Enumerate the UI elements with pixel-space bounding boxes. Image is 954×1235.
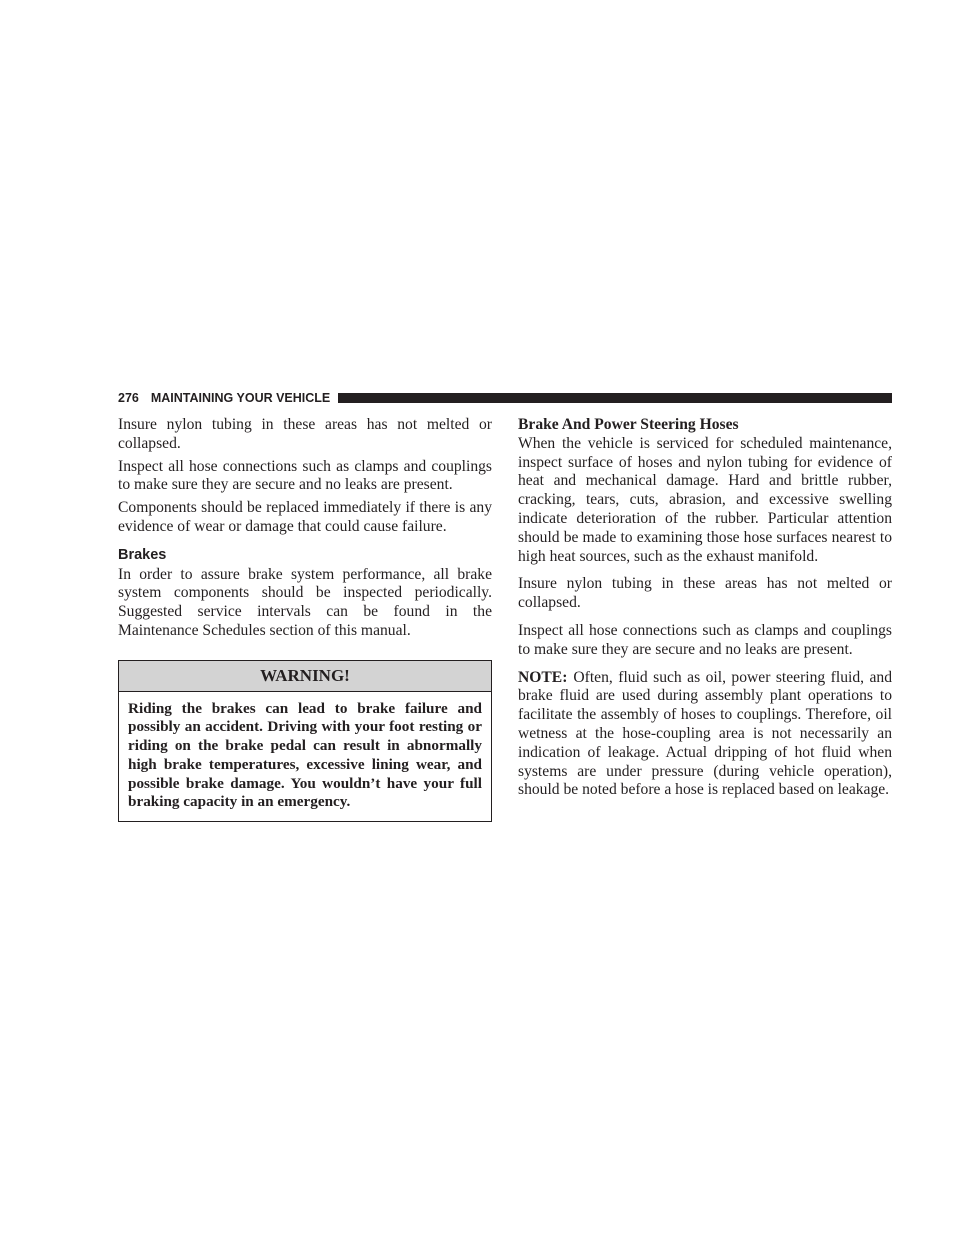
note-text: Often, fluid such as oil, power steering fluid, and brake fluid are used during assembly plant operations to facilitate the assembly of hoses to couplings. Therefore, oil wetness at the hose-coupling area is not necessarily an indication of leakage. Actual dripping of hot fluid when systems are under pressure (during vehicle operation), should be noted before a hose is replaced based on leakage.: [518, 668, 892, 799]
warning-text: Riding the brakes can lead to brake failure and possibly an accident. Driving with your foot resting or riding on the brake pedal can result in abnormally high brake temperatures, excessive lining wear, and possible brake damage. You wouldn’t have your full braking capacity in an emergency.: [128, 699, 482, 811]
note-paragraph: [518, 669, 892, 801]
warning-title: WARNING!: [119, 661, 491, 692]
note-label: NOTE:: [518, 668, 568, 686]
left-column: [118, 416, 492, 822]
paragraph-hose-connections-right: Inspect all hose connections such as clamps and couplings to make sure they are secure and no leaks are present.: [518, 621, 892, 658]
right-column: [518, 416, 892, 800]
hoses-heading: Brake And Power Steering Hoses: [518, 416, 739, 433]
brakes-heading: Brakes: [118, 546, 167, 563]
paragraph-components: Components should be replaced immediately if there is any evidence of wear or damage that could cause failure.: [118, 499, 492, 535]
warning-box: [118, 660, 492, 822]
paragraph-nylon-tubing: Insure nylon tubing in these areas has not melted or collapsed.: [118, 416, 492, 452]
paragraph-hoses: When the vehicle is serviced for scheduled maintenance, inspect surface of hoses and nylon tubing for evidence of heat and mechanical damage. Hard and brittle rubber, cracking, tears, cuts, abrasion, and excessive swelling indicate deterioration of the rubber. Particular attention should be made to examining those hose surfaces nearest to high heat sources, such as the exhaust manifold.: [518, 434, 892, 565]
paragraph-brakes: In order to assure brake system performance, all brake system components should be inspected periodically. Suggested service intervals can be found in the Maintenance Schedules section of this manual.: [118, 565, 492, 639]
paragraph-hose-connections: Inspect all hose connections such as clamps and couplings to make sure they are secure and no leaks are present.: [118, 457, 492, 494]
header-rule: [338, 393, 892, 403]
page-number: 276: [118, 391, 139, 405]
paragraph-nylon-tubing-right: Insure nylon tubing in these areas has not melted or collapsed.: [518, 575, 892, 612]
section-title: MAINTAINING YOUR VEHICLE: [150, 391, 331, 405]
page-header: [118, 388, 892, 408]
